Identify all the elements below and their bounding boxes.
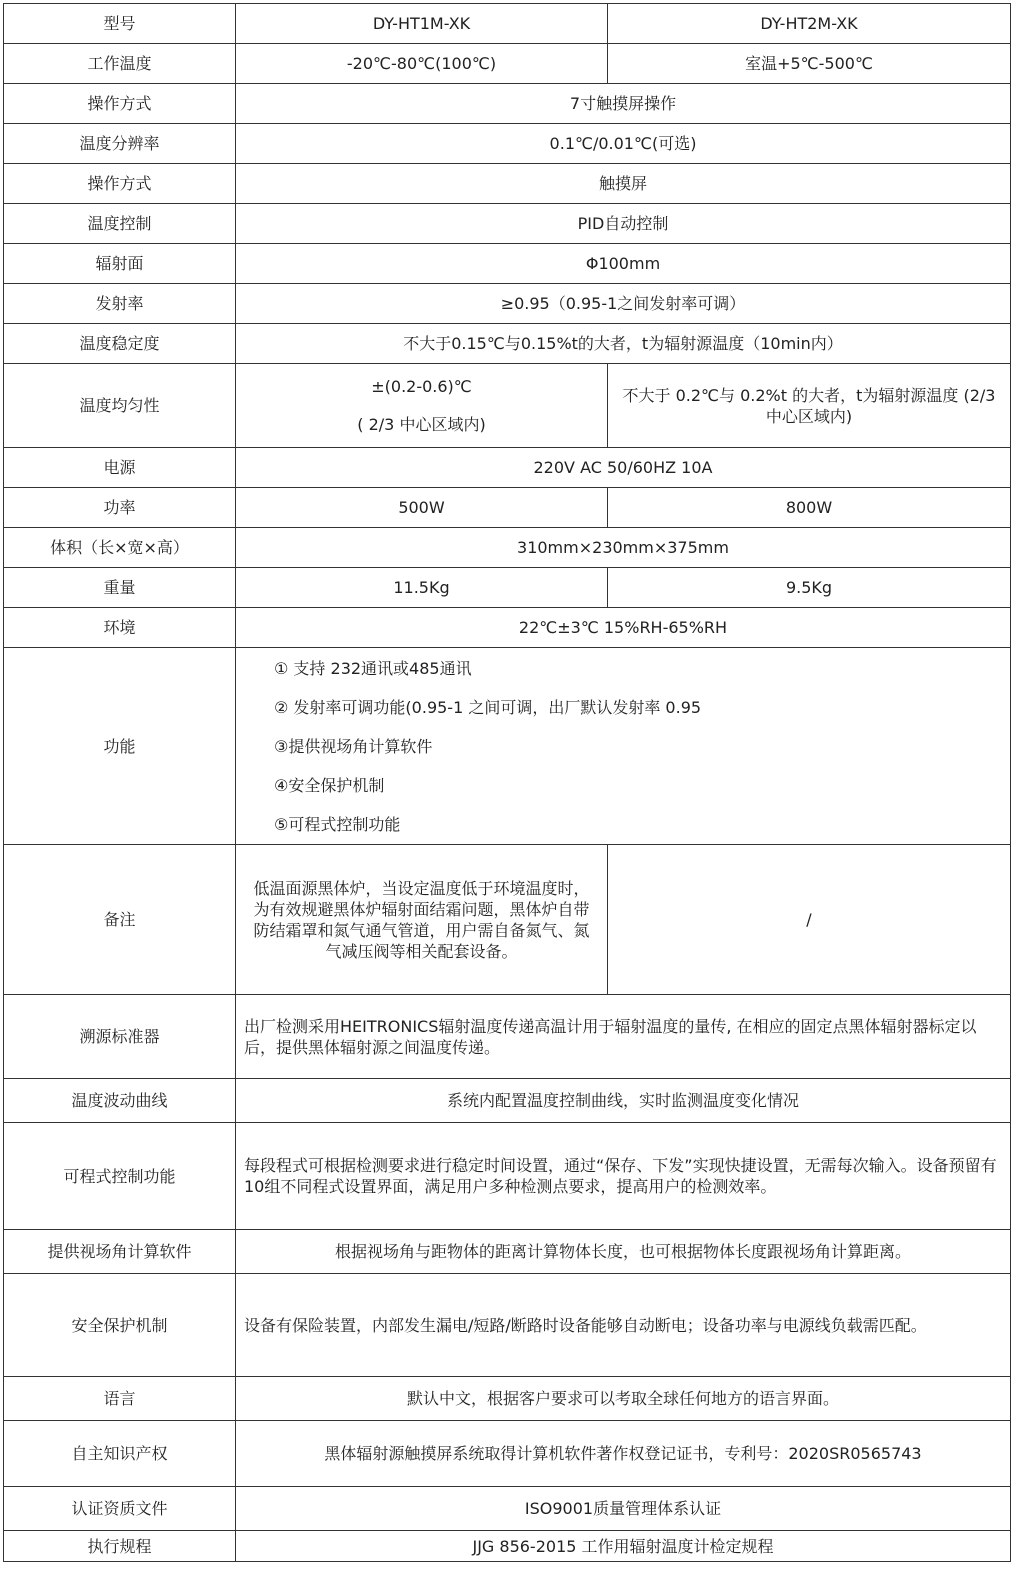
value-temperature-control: PID自动控制 <box>236 204 1011 244</box>
label-power-supply: 电源 <box>4 448 236 488</box>
value-volume: 310mm×230mm×375mm <box>236 528 1011 568</box>
value-safety-protection: 设备有保险装置，内部发生漏电/短路/断路时设备能够自动断电；设备功率与电源线负载需匹配。 <box>236 1274 1011 1377</box>
value-power-ht1m: 500W <box>236 488 608 528</box>
value-temperature-resolution: 0.1℃/0.01℃(可选) <box>236 124 1011 164</box>
row-traceability-standard <box>4 995 1011 1079</box>
row-environment <box>4 608 1011 648</box>
value-traceability-standard: 出厂检测采用HEITRONICS辐射温度传递高温计用于辐射温度的量传, 在相应的固定点黑体辐射器标定以后，提供黑体辐射源之间温度传递。 <box>236 995 1011 1079</box>
row-volume <box>4 528 1011 568</box>
row-remarks <box>4 845 1011 995</box>
label-temperature-control: 温度控制 <box>4 204 236 244</box>
value-language: 默认中文，根据客户要求可以考取全球任何地方的语言界面。 <box>236 1377 1011 1421</box>
row-radiation-surface <box>4 244 1011 284</box>
feature-item: ⑤可程式控制功能 <box>274 814 401 834</box>
value-temperature-stability: 不大于0.15℃与0.15%t的大者，t为辐射源温度（10min内） <box>236 324 1011 364</box>
row-working-temperature <box>4 44 1011 84</box>
label-volume: 体积（长×宽×高） <box>4 528 236 568</box>
value-operation-mode-2: 触摸屏 <box>236 164 1011 204</box>
row-fov-software <box>4 1230 1011 1274</box>
spec-table <box>3 3 1011 1562</box>
uniformity-area: ( 2/3 中心区域内) <box>357 414 486 434</box>
row-language <box>4 1377 1011 1421</box>
row-weight <box>4 568 1011 608</box>
label-safety-protection: 安全保护机制 <box>4 1274 236 1377</box>
label-remarks: 备注 <box>4 845 236 995</box>
value-intellectual-property: 黑体辐射源触摸屏系统取得计算机软件著作权登记证书，专利号：2020SR0565743 <box>236 1421 1011 1487</box>
label-fov-software: 提供视场角计算软件 <box>4 1230 236 1274</box>
value-programmable-control: 每段程式可根据检测要求进行稳定时间设置，通过“保存、下发”实现快捷设置，无需每次输入。设备预留有10组不同程式设置界面，满足用户多种检测点要求，提高用户的检测效率。 <box>236 1123 1011 1230</box>
row-temperature-resolution <box>4 124 1011 164</box>
value-power-ht2m: 800W <box>608 488 1011 528</box>
label-functions: 功能 <box>4 648 236 845</box>
row-regulation <box>4 1531 1011 1562</box>
value-weight-ht2m: 9.5Kg <box>608 568 1011 608</box>
row-operation-mode <box>4 84 1011 124</box>
row-safety-protection <box>4 1274 1011 1377</box>
row-power-supply <box>4 448 1011 488</box>
row-emissivity <box>4 284 1011 324</box>
label-working-temperature: 工作温度 <box>4 44 236 84</box>
row-temperature-curve <box>4 1079 1011 1123</box>
value-model-ht2m: DY-HT2M-XK <box>608 4 1011 44</box>
value-remarks-ht1m: 低温面源黑体炉，当设定温度低于环境温度时，为有效规避黑体炉辐射面结霜问题，黑体炉自带防结霜罩和氮气通气管道，用户需自备氮气、氮气减压阀等相关配套设备。 <box>236 845 608 995</box>
value-power-supply: 220V AC 50/60HZ 10A <box>236 448 1011 488</box>
label-temperature-resolution: 温度分辨率 <box>4 124 236 164</box>
row-operation-mode-2 <box>4 164 1011 204</box>
feature-item: ② 发射率可调功能(0.95-1 之间可调，出厂默认发射率 0.95 <box>274 697 702 717</box>
value-working-temperature-ht1m: -20℃-80℃(100℃) <box>236 44 608 84</box>
row-power <box>4 488 1011 528</box>
value-functions <box>236 648 1011 845</box>
label-language: 语言 <box>4 1377 236 1421</box>
label-emissivity: 发射率 <box>4 284 236 324</box>
value-working-temperature-ht2m: 室温+5℃-500℃ <box>608 44 1011 84</box>
value-fov-software: 根据视场角与距物体的距离计算物体长度，也可根据物体长度跟视场角计算距离。 <box>236 1230 1011 1274</box>
label-operation-mode: 操作方式 <box>4 84 236 124</box>
label-power: 功率 <box>4 488 236 528</box>
value-emissivity: ≥0.95（0.95-1之间发射率可调） <box>236 284 1011 324</box>
value-model-ht1m: DY-HT1M-XK <box>236 4 608 44</box>
value-radiation-surface: Φ100mm <box>236 244 1011 284</box>
value-temperature-uniformity-ht2m: 不大于 0.2℃与 0.2%t 的大者，t为辐射源温度 (2/3 中心区域内) <box>608 364 1011 448</box>
label-weight: 重量 <box>4 568 236 608</box>
label-environment: 环境 <box>4 608 236 648</box>
row-model <box>4 4 1011 44</box>
row-functions <box>4 648 1011 845</box>
feature-item: ① 支持 232通讯或485通讯 <box>274 658 472 678</box>
value-operation-mode: 7寸触摸屏操作 <box>236 84 1011 124</box>
label-radiation-surface: 辐射面 <box>4 244 236 284</box>
value-certification: ISO9001质量管理体系认证 <box>236 1487 1011 1531</box>
label-certification: 认证资质文件 <box>4 1487 236 1531</box>
label-temperature-curve: 温度波动曲线 <box>4 1079 236 1123</box>
label-model: 型号 <box>4 4 236 44</box>
row-intellectual-property <box>4 1421 1011 1487</box>
label-traceability-standard: 溯源标准器 <box>4 995 236 1079</box>
value-weight-ht1m: 11.5Kg <box>236 568 608 608</box>
value-regulation: JJG 856-2015 工作用辐射温度计检定规程 <box>236 1531 1011 1562</box>
label-temperature-uniformity: 温度均匀性 <box>4 364 236 448</box>
value-temperature-uniformity-ht1m <box>236 364 608 448</box>
row-temperature-control <box>4 204 1011 244</box>
row-temperature-uniformity <box>4 364 1011 448</box>
label-regulation: 执行规程 <box>4 1531 236 1562</box>
feature-item: ④安全保护机制 <box>274 775 385 795</box>
value-temperature-curve: 系统内配置温度控制曲线，实时监测温度变化情况 <box>236 1079 1011 1123</box>
uniformity-range: ±(0.2-0.6)℃ <box>371 376 472 396</box>
label-intellectual-property: 自主知识产权 <box>4 1421 236 1487</box>
value-environment: 22℃±3℃ 15%RH-65%RH <box>236 608 1011 648</box>
value-remarks-ht2m: / <box>608 845 1011 995</box>
row-temperature-stability <box>4 324 1011 364</box>
row-certification <box>4 1487 1011 1531</box>
feature-item: ③提供视场角计算软件 <box>274 736 433 756</box>
row-programmable-control <box>4 1123 1011 1230</box>
label-operation-mode-2: 操作方式 <box>4 164 236 204</box>
label-programmable-control: 可程式控制功能 <box>4 1123 236 1230</box>
label-temperature-stability: 温度稳定度 <box>4 324 236 364</box>
